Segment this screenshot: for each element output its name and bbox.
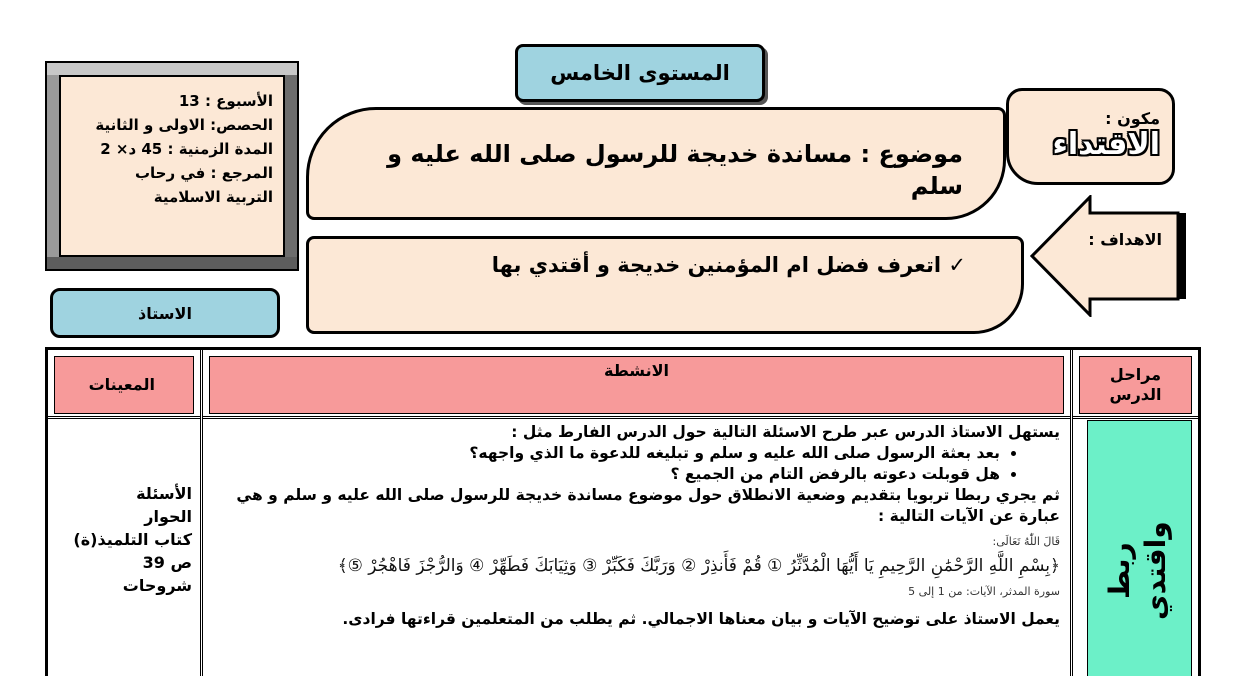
aids-list [52, 482, 192, 597]
stages-header [1079, 356, 1192, 414]
question-list [210, 443, 1060, 485]
activities-header-label: الانشطة [604, 361, 669, 380]
reference-book: التربية الاسلامية [153, 188, 273, 206]
duration-label: المدة الزمنية : 45 د× 2 [100, 140, 273, 158]
aids-header [54, 356, 194, 414]
sessions-label: الحصص: الاولى و الثانية [95, 116, 273, 134]
verse-text: ﴿بِسْمِ اللَّهِ الرَّحْمَٰنِ الرَّحِيمِ يَا أَيُّهَا الْمُدَّثِّرُ ① قُمْ فَأَنذِرْ ② وَرَبَّكَ فَكَبِّرْ ③ وَثِيَابَكَ فَطَهِّرْ ④ وَالرُّجْزَ فَاهْجُرْ ⑤﴾ [337, 556, 1060, 576]
lesson-info-content [59, 75, 285, 257]
verse-intro: قَالَ اللّٰهُ تَعَالَى: [992, 535, 1060, 548]
objective-item: ✓ اتعرف فضل ام المؤمنين خديجة و أقتدي بها [491, 253, 966, 277]
teacher-badge: الاستاذ [50, 288, 280, 338]
week-label: الأسبوع : 13 [178, 92, 273, 110]
component-value: الاقتداء [1052, 127, 1160, 162]
activity-explain: يعمل الاستاذ على توضيح الآيات و بيان معناها الاجمالي. ثم يطلب من المتعلمين قراءتها فرادى. [342, 610, 1060, 628]
objectives-label: الاهداف : [1088, 230, 1162, 249]
aids-header-label: المعينات [88, 375, 155, 394]
question-item: • بعد بعثة الرسول صلى الله عليه و سلم و تبليغه للدعوة ما الذي واجهه؟ [210, 443, 1000, 464]
topic-title: موضوع : مساندة خديجة للرسول صلى الله عليه و سلم [387, 140, 963, 200]
level-badge: المستوى الخامس [515, 44, 765, 102]
activities-content [210, 422, 1060, 630]
question-item: • هل قوبلت دعوته بالرفض التام من الجميع ؟ [210, 464, 1000, 485]
lesson-table [45, 347, 1201, 676]
aid-item: الأسئلة [136, 484, 192, 503]
objective-banner [306, 236, 1024, 334]
aid-item: الحوار [144, 507, 192, 526]
objectives-arrow-shape [1030, 195, 1188, 317]
aids-column [48, 350, 203, 676]
stages-header-label: مراحل الدرس [1109, 365, 1162, 404]
activity-intro: يستهل الاستاذ الدرس عبر طرح الاسئلة التالية حول الدرس الفارط مثل : [511, 423, 1060, 441]
verse-reference: سورة المدثر، الآيات: من 1 إلى 5 [908, 585, 1060, 598]
aid-item: كتاب التلميذ(ة) [73, 530, 192, 549]
aid-item: ص 39 [142, 553, 192, 572]
component-label: مكون : [1105, 109, 1160, 128]
component-box [1006, 88, 1175, 185]
aid-item: شروحات [122, 576, 192, 595]
stages-column [1073, 350, 1198, 676]
activity-link: ثم يجري ربطا تربويا بتقديم وضعية الانطلاق حول موضوع مساندة خديجة للرسول صلى الله عليه و سلم و هي عبارة عن الآيات التالية : [236, 486, 1060, 525]
lesson-info-box [45, 61, 299, 271]
quran-verse-image [210, 531, 1060, 609]
activities-column [203, 350, 1073, 676]
activities-header [209, 356, 1064, 414]
reference-label: المرجع : في رحاب [134, 164, 273, 182]
stage-label: ربط واقتدي [1103, 521, 1172, 621]
stage-cell [1087, 420, 1192, 676]
topic-banner [306, 107, 1006, 220]
